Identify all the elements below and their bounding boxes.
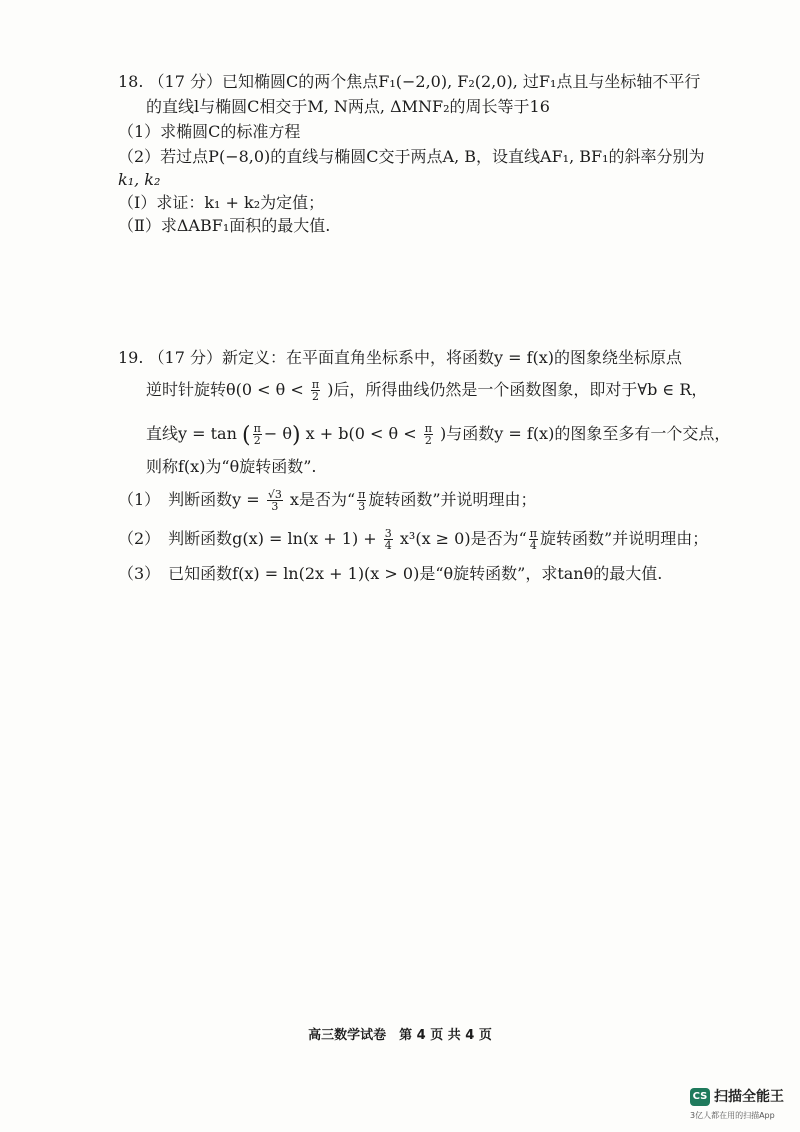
q19-part1 bbox=[118, 488, 537, 512]
three-quarters-fraction: $\frac{3}{4}$ bbox=[384, 527, 392, 552]
q19-line3: 直线y = tan ( $\frac{\pi}{2}$ − θ) x + b(0 < θ < $\frac{\pi}{2}$ )与函数y = f(x)的图象至多有一个交点， bbox=[146, 422, 731, 448]
q18-line1: 18. （17 分）已知椭圆C的两个焦点F₁(−2,0), F₂(2,0), 过F₁点且与坐标轴不平行 bbox=[118, 72, 701, 91]
q19-part2-text-c: 旋转函数”并说明理由； bbox=[540, 529, 709, 548]
q18-line2: 的直线l与椭圆C相交于M, N两点, ΔMNF₂的周长等于16 bbox=[146, 97, 550, 116]
q19-part2-text-a: （2） 判断函数g(x) = ln(x + 1) + bbox=[118, 529, 377, 548]
q19-part1-text-c: 旋转函数”并说明理由； bbox=[368, 490, 537, 509]
q19-line3-text-c: x + b(0 < θ < bbox=[305, 424, 417, 443]
q19-part2 bbox=[118, 527, 708, 551]
q19-part1-text-b: x是否为“ bbox=[289, 490, 356, 509]
sqrt3-over-3-fraction: $\frac{√3}{3}$ bbox=[267, 488, 282, 513]
pi-over-2-fraction: $\frac{\pi}{2}$ bbox=[253, 422, 261, 447]
q19-line3-text-b: − θ bbox=[263, 424, 292, 443]
q19-line2 bbox=[146, 378, 707, 402]
camscanner-name: 扫描全能王 bbox=[714, 1089, 784, 1105]
q19-line2-text-b: )后，所得曲线仍然是一个函数图象，即对于∀b ∈ R， bbox=[327, 380, 708, 399]
q19-line3-text-a: 直线y = tan bbox=[146, 424, 237, 443]
camscanner-logo-icon: CS bbox=[690, 1088, 710, 1106]
q19-part2-text-b: x³(x ≥ 0)是否为“ bbox=[399, 529, 527, 548]
q18-part2-cont: k₁, k₂ bbox=[118, 170, 161, 189]
pi-over-2-fraction: $\frac{\pi}{2}$ bbox=[311, 378, 320, 403]
q19-line2-text-a: 逆时针旋转θ(0 < θ < bbox=[146, 380, 304, 399]
q19-line4: 则称f(x)为“θ旋转函数”. bbox=[146, 457, 317, 476]
pi-over-4-fraction: $\frac{\pi}{4}$ bbox=[529, 527, 538, 552]
q19-line1: 19. （17 分）新定义：在平面直角坐标系中，将函数y = f(x)的图象绕坐标原点 bbox=[118, 348, 683, 367]
pi-over-2-fraction: $\frac{\pi}{2}$ bbox=[424, 422, 432, 447]
camscanner-tagline: 3亿人都在用的扫描App bbox=[690, 1111, 775, 1120]
q19-part1-text-a: （1） 判断函数y = bbox=[118, 490, 260, 509]
q18-subpart-ii: （Ⅱ）求ΔABF₁面积的最大值. bbox=[118, 216, 331, 235]
q19-line3-text-d: )与函数y = f(x)的图象至多有一个交点， bbox=[440, 424, 731, 443]
page-footer: 高三数学试卷 第 4 页 共 4 页 bbox=[308, 1028, 492, 1043]
pi-over-3-fraction: $\frac{\pi}{3}$ bbox=[358, 488, 366, 513]
q18-part1: （1）求椭圆C的标准方程 bbox=[118, 122, 301, 141]
q19-part3: （3） 已知函数f(x) = ln(2x + 1)(x > 0)是“θ旋转函数”，求tanθ的最大值. bbox=[118, 564, 663, 583]
q18-part2: （2）若过点P(−8,0)的直线与椭圆C交于两点A, B，设直线AF₁, BF₁的斜率分别为 bbox=[118, 147, 705, 166]
q18-subpart-i: （Ⅰ）求证：k₁ + k₂为定值； bbox=[118, 193, 325, 212]
